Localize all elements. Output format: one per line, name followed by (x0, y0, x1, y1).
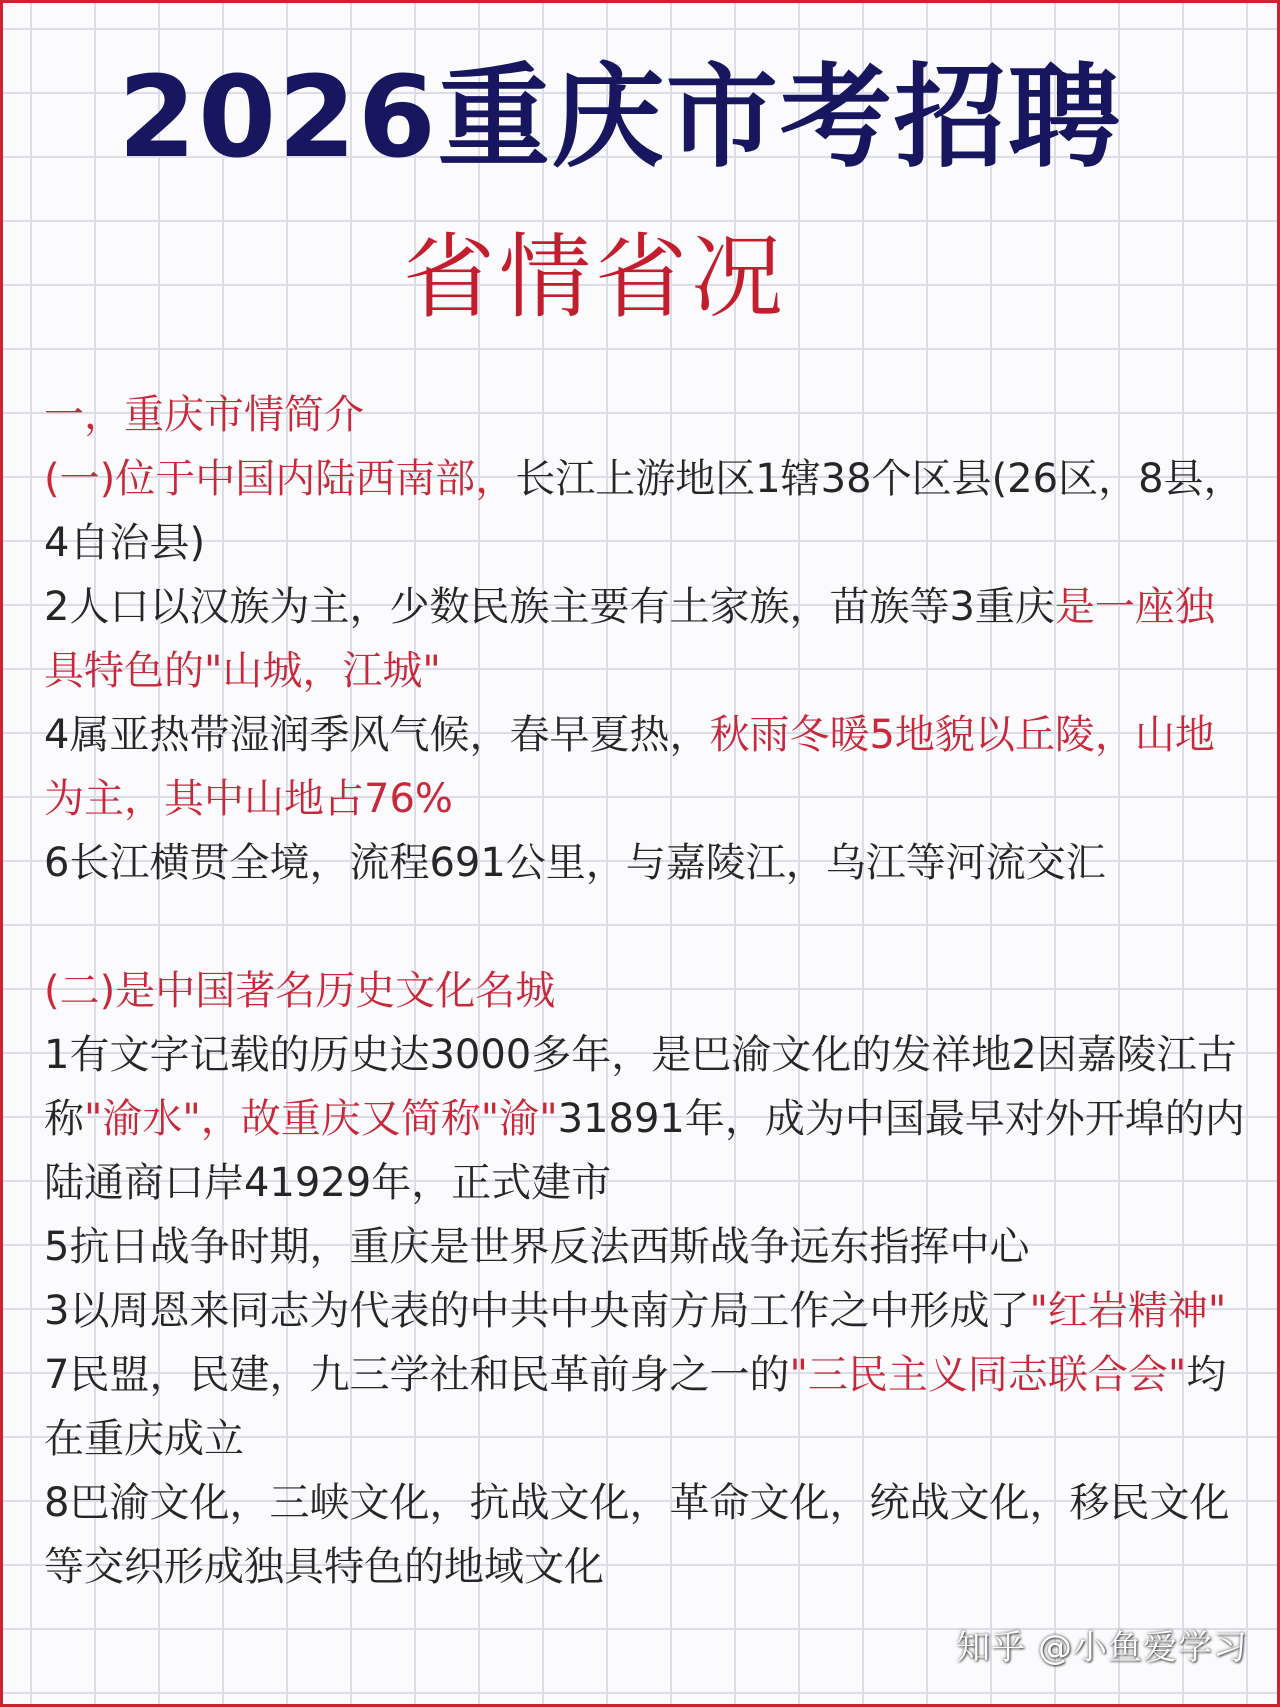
page-title: 2026重庆市考招聘 (118, 53, 1122, 183)
section-1-paragraph-4 (44, 703, 1249, 831)
section-2-paragraph-7 (44, 1343, 1249, 1471)
page-subtitle: 省情省况 (402, 224, 787, 331)
item-2-text: 2人口以汉族为主，少数民族主要有土家族，苗族等3重庆 (44, 584, 1055, 630)
item-3-text: 3以周恩来同志为代表的中共中央南方局工作之中形成了 (44, 1288, 1030, 1334)
watermark: 知乎 @小鱼爱学习 (956, 1628, 1248, 1668)
section-1-paragraph-6: 6长江横贯全境，流程691公里，与嘉陵江，乌江等河流交汇 (44, 840, 1106, 886)
section-2-paragraph-8: 8巴渝文化，三峡文化，抗战文化，革命文化，统战文化，移民文化等交织形成独具特色的地域文化 (44, 1480, 1230, 1590)
section-1-heading: 一，重庆市情简介 (44, 392, 364, 438)
item-4-text: 4属亚热带湿润季风气候，春早夏热， (44, 712, 710, 758)
item-1-text-cont: 31891年，成为中国最早对外开埠的内陆通商口岸41929年，正式建市 (44, 1096, 1245, 1206)
section-2-paragraph-5: 5抗日战争时期，重庆是世界反法西斯战争远东指挥中心 (44, 1224, 1030, 1270)
item-7-text: 7民盟，民建，九三学社和民革前身之一的 (44, 1352, 790, 1398)
item-2-highlight: 是一座独具特色的"山城，江城" (44, 584, 1215, 694)
section-2-paragraph-1 (44, 1023, 1249, 1215)
section-2-paragraph-3 (44, 1279, 1249, 1343)
item-1-text: 1有文字记载的历史达3000多年，是巴渝文化的发祥地2因嘉陵江古称 (44, 1032, 1237, 1142)
section-1-paragraph-2 (44, 575, 1249, 703)
section-spacer (44, 895, 1249, 959)
section-2-heading: (二)是中国著名历史文化名城 (44, 968, 556, 1014)
item-4-highlight: 秋雨冬暖5地貌以丘陵，山地为主，其中山地占76% (44, 712, 1215, 822)
item-3-highlight: "红岩精神" (1029, 1288, 1227, 1334)
sub-1-text: 长江上游地区1辖38个区县(26区，8县，4自治县) (44, 456, 1244, 566)
item-7-text-cont: 均在重庆成立 (44, 1352, 1227, 1462)
item-1-highlight: "渝水"，故重庆又简称"渝" (84, 1096, 558, 1142)
section-1-paragraph-1 (44, 447, 1249, 575)
item-7-highlight: "三民主义同志联合会" (789, 1352, 1187, 1398)
sub-1-highlight: (一)位于中国内陆西南部， (44, 456, 516, 502)
article-body (44, 383, 1249, 1599)
